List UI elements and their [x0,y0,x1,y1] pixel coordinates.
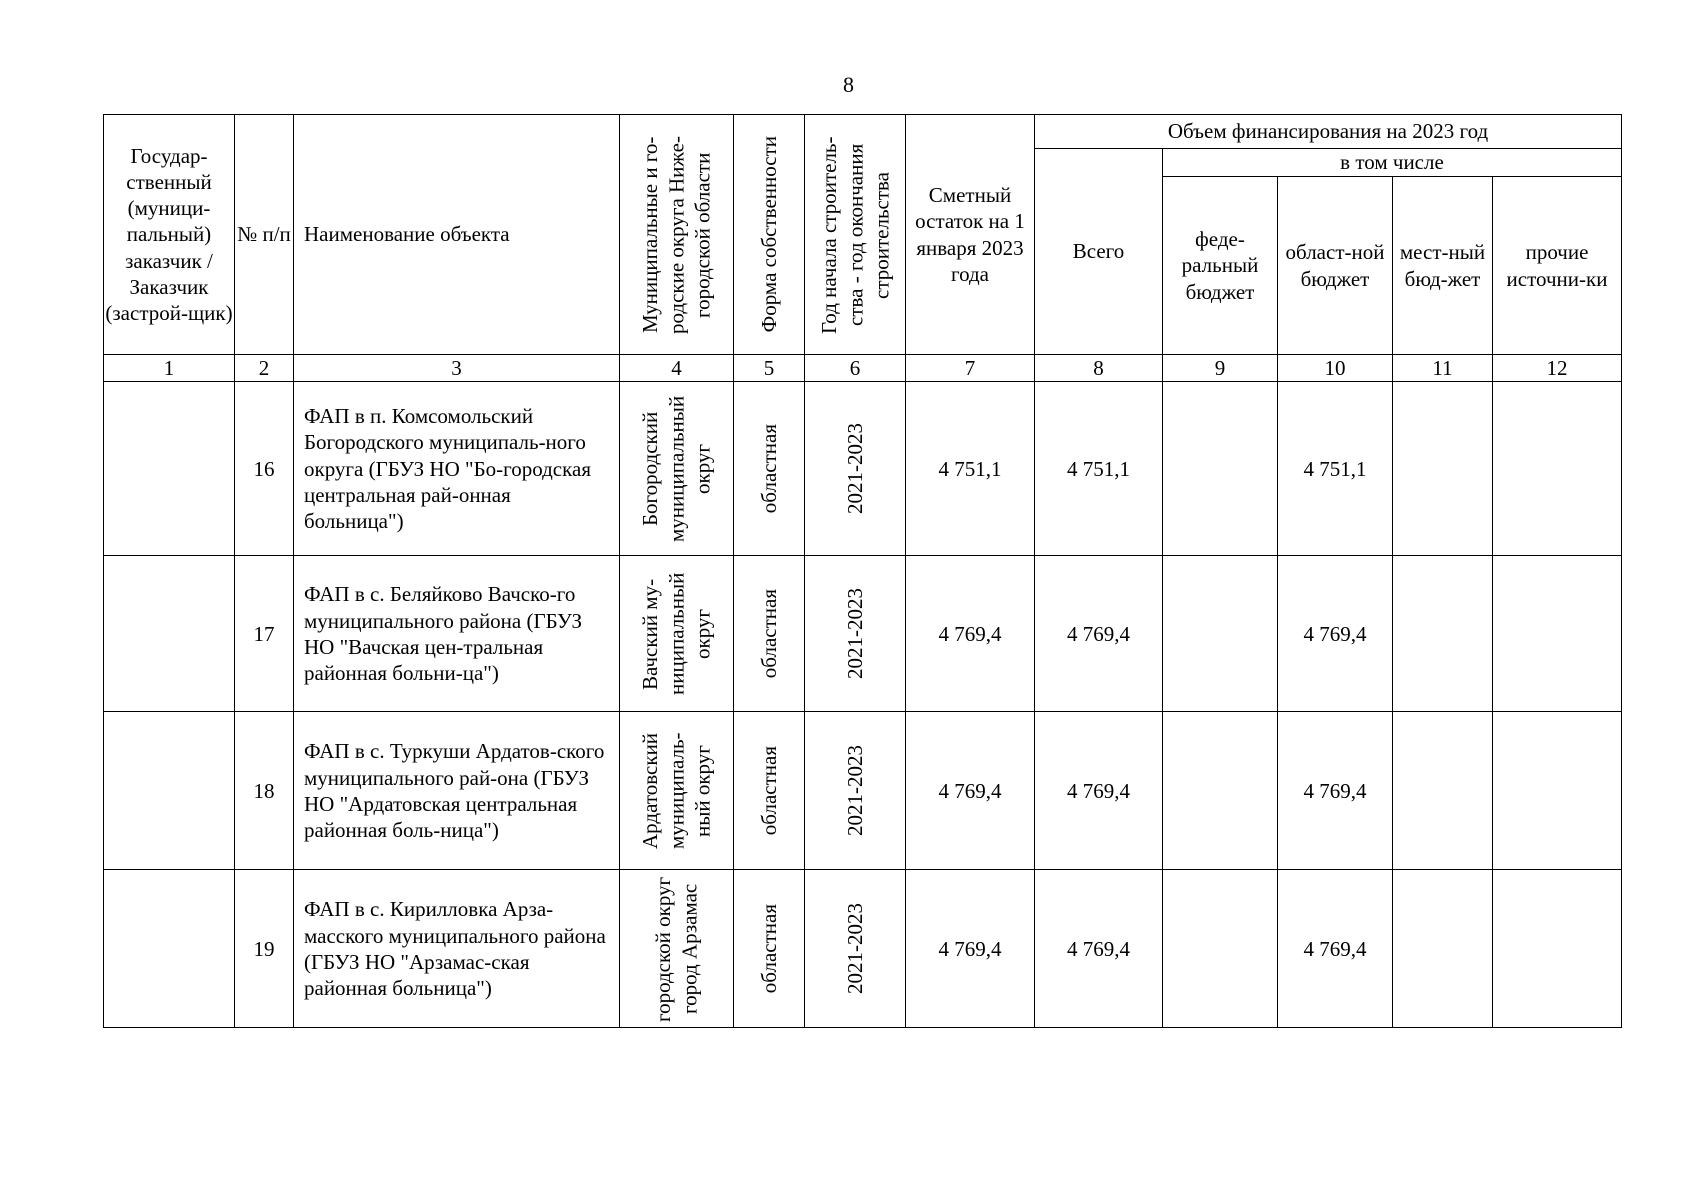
table-row [104,870,1622,1028]
page-number: 8 [843,72,854,97]
cell-federal [1163,870,1278,1028]
column-number: 5 [734,355,805,382]
column-number: 2 [235,355,294,382]
table-row [104,382,1622,556]
cell-total: 4 769,4 [1035,870,1163,1028]
cell-years: 2021-2023 [805,712,906,870]
cell-total: 4 769,4 [1035,712,1163,870]
cell-other [1493,382,1622,556]
cell-ownership: областная [734,556,805,712]
column-number: 8 [1035,355,1163,382]
header-municipality: Муниципальные и го-родские округа Ниже-городской области [620,115,734,355]
cell-federal [1163,382,1278,556]
cell-balance: 4 751,1 [906,382,1035,556]
cell-object-name: ФАП в с. Кирилловка Арза-масского муниципального района (ГБУЗ НО "Арзамас-ская районная больница") [294,870,620,1028]
cell-other [1493,556,1622,712]
cell-years: 2021-2023 [805,870,906,1028]
header-number: № п/п [235,115,294,355]
cell-ownership: областная [734,382,805,556]
column-number: 1 [104,355,235,382]
column-number: 9 [1163,355,1278,382]
column-number: 7 [906,355,1035,382]
cell-regional: 4 769,4 [1278,870,1393,1028]
table-row [104,712,1622,870]
cell-total: 4 751,1 [1035,382,1163,556]
cell-customer [104,712,235,870]
cell-local [1393,556,1493,712]
cell-municipality: Вачский му-ниципальный округ [620,556,734,712]
cell-customer [104,556,235,712]
table-row [104,556,1622,712]
cell-customer [104,382,235,556]
cell-number: 17 [235,556,294,712]
cell-balance: 4 769,4 [906,712,1035,870]
cell-regional: 4 769,4 [1278,712,1393,870]
header-years: Год начала строитель-ства - год окончания строительства [805,115,906,355]
cell-number: 18 [235,712,294,870]
cell-number: 19 [235,870,294,1028]
cell-local [1393,870,1493,1028]
column-number: 6 [805,355,906,382]
column-numbers-row [104,355,1622,382]
header-local: мест-ный бюд-жет [1393,177,1493,355]
header-other: прочие источни-ки [1493,177,1622,355]
header-total: Всего [1035,149,1163,355]
header-federal: феде-ральный бюджет [1163,177,1278,355]
column-number: 3 [294,355,620,382]
cell-ownership: областная [734,870,805,1028]
cell-other [1493,712,1622,870]
cell-years: 2021-2023 [805,382,906,556]
cell-number: 16 [235,382,294,556]
cell-object-name: ФАП в п. Комсомольский Богородского муниципаль-ного округа (ГБУЗ НО "Бо-городская центральная рай-онная больница") [294,382,620,556]
cell-total: 4 769,4 [1035,556,1163,712]
cell-balance: 4 769,4 [906,556,1035,712]
cell-municipality: Ардатовский муниципаль-ный округ [620,712,734,870]
cell-municipality: городской округ город Арзамас [620,870,734,1028]
header-regional: област-ной бюджет [1278,177,1393,355]
cell-ownership: областная [734,712,805,870]
cell-federal [1163,556,1278,712]
column-number: 11 [1393,355,1493,382]
cell-local [1393,382,1493,556]
cell-customer [104,870,235,1028]
cell-regional: 4 751,1 [1278,382,1393,556]
header-customer: Государ-ственный (муници-пальный) заказчик / Заказчик (застрой-щик) [104,115,235,355]
header-ownership: Форма собственности [734,115,805,355]
header-funding-group: Объем финансирования на 2023 год [1035,115,1622,149]
cell-object-name: ФАП в с. Беляйково Вачско-го муниципального района (ГБУЗ НО "Вачская цен-тральная районная больни-ца") [294,556,620,712]
header-balance: Сметный остаток на 1 января 2023 года [906,115,1035,355]
header-object-name: Наименование объекта [294,115,620,355]
financing-table [103,114,1622,1028]
cell-local [1393,712,1493,870]
header-including: в том числе [1163,149,1622,177]
column-number: 12 [1493,355,1622,382]
cell-object-name: ФАП в с. Туркуши Ардатов-ского муниципального рай-она (ГБУЗ НО "Ардатовская центральная районная боль-ница") [294,712,620,870]
cell-federal [1163,712,1278,870]
cell-other [1493,870,1622,1028]
cell-years: 2021-2023 [805,556,906,712]
cell-regional: 4 769,4 [1278,556,1393,712]
cell-municipality: Богородский муниципальный округ [620,382,734,556]
column-number: 4 [620,355,734,382]
column-number: 10 [1278,355,1393,382]
cell-balance: 4 769,4 [906,870,1035,1028]
